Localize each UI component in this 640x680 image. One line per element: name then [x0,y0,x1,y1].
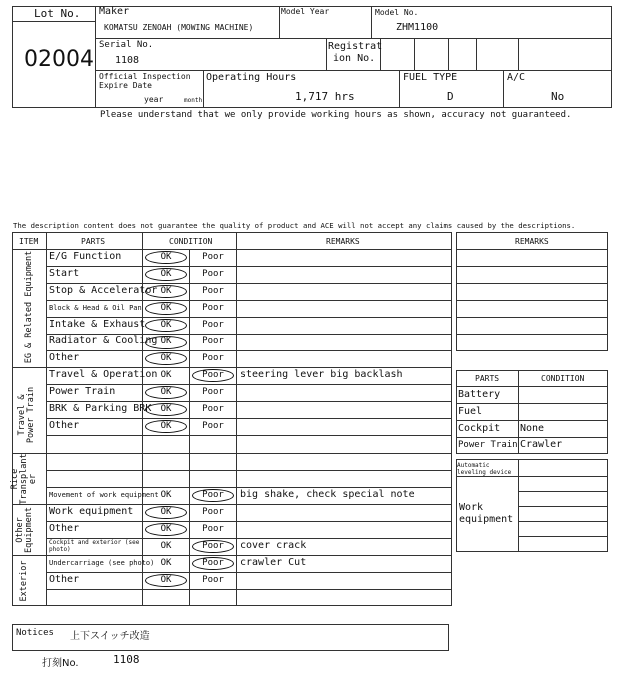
right-part-cockpit: Cockpit [458,423,501,434]
part-cell: Power Train [49,385,116,397]
condition-ok: OK [160,285,172,296]
condition-poor: Poor [202,319,224,330]
fuel-type-value: D [447,90,454,103]
col-remarks: REMARKS [326,237,360,246]
condition-poor: Poor [202,489,224,500]
ac-value: No [551,90,565,103]
group-label-rice-text: Rice Transplant er [10,453,38,505]
condition-ok: OK [160,420,172,431]
condition-poor: Poor [202,574,224,585]
operating-hours-value: 1,717 hrs [295,90,355,103]
group-label-travel [18,385,38,445]
condition-poor: Poor [202,540,224,551]
auto-leveling-label: Automatic leveling device [457,462,512,476]
maker-label: Maker [99,6,130,17]
condition-ok: OK [160,540,172,551]
maker-value: KOMATSU ZENOAH (MOWING MACHINE) [104,23,254,32]
year-label: year [144,95,164,104]
condition-circle [192,557,234,570]
part-cell: Other [49,522,80,534]
stamp-value: 1108 [113,653,140,666]
right-condition-cockpit: None [520,423,545,434]
fuel-type-label: FUEL TYPE [403,72,458,83]
part-cell: Block & Head & Oil Pan [49,303,142,312]
inspection-label-2: Expire Date [99,81,152,90]
condition-poor: Poor [202,403,224,414]
condition-circle [145,285,187,298]
condition-circle [145,420,187,433]
condition-circle [145,506,187,519]
group-label-eg: EG & Related Equipment [24,250,34,364]
group-label-other-equipment-text: Other Equipment [15,506,34,554]
group-label-exterior: Exterior [19,560,29,602]
lot-no-label: Lot No. [34,7,81,20]
condition-ok: OK [160,403,172,414]
group-label-other-equipment [16,505,36,555]
col-condition: CONDITION [169,237,213,246]
right-parts-header: PARTS [475,374,500,383]
part-cell: Intake & Exhaust [49,318,146,330]
condition-ok: OK [160,302,172,313]
part-cell: Other [49,573,80,585]
work-equipment-label-1: Work [459,502,484,513]
right-condition-power-train: Crawler [520,439,563,450]
part-cell: Travel & Operation [49,368,158,380]
part-cell: E/G Function [49,250,122,262]
right-part-power-train: Power Train [458,440,518,450]
remark-cell: big shake, check special note [240,488,415,500]
col-item: ITEM [19,237,39,246]
condition-circle [145,523,187,536]
model-no-label: Model No. [375,8,419,17]
part-cell: Other [49,351,80,363]
notices-text: 上下スイッチ改造 [70,631,150,642]
condition-poor: Poor [202,420,224,431]
stamp-label: 打刻No. [42,658,79,669]
condition-circle [145,319,187,332]
group-label-rice [10,449,38,509]
model-no-value: ZHM1100 [396,22,439,33]
condition-circle [145,302,187,315]
disclaimer: The description content does not guarantee the quality of product and ACE will not accept any claims caused by the descriptions. [13,221,576,230]
serial-no-value: 1108 [115,55,140,66]
right-remarks-header: REMARKS [515,237,549,246]
registration-label-1: Registrat [328,41,383,52]
notices-label: Notices [16,628,54,638]
part-cell: Work equipment [49,505,134,517]
condition-ok: OK [160,319,172,330]
condition-circle [145,403,187,416]
condition-circle [145,352,187,365]
condition-ok: OK [160,268,172,279]
serial-no-label: Serial No. [99,40,154,50]
condition-poor: Poor [202,523,224,534]
right-part-fuel: Fuel [458,406,483,417]
col-parts: PARTS [81,237,106,246]
condition-ok: OK [160,574,172,585]
right-condition-header: CONDITION [541,374,585,383]
condition-ok: OK [160,386,172,397]
condition-ok: OK [160,336,172,346]
condition-poor: Poor [202,251,224,262]
condition-circle [145,386,187,399]
condition-ok: OK [160,352,172,363]
condition-circle [145,251,187,264]
condition-circle [192,489,234,502]
condition-poor: Poor [202,506,224,517]
lot-no: 02004 [24,47,94,72]
right-part-battery: Battery [458,389,501,400]
remark-cell: cover crack [240,539,307,551]
part-cell: Start [49,267,80,279]
condition-ok: OK [160,369,172,380]
part-cell: Undercarriage (see photo) [49,558,155,567]
condition-poor: Poor [202,285,224,296]
work-equipment-label-2: equipment [459,514,514,525]
condition-poor: Poor [202,352,224,363]
condition-circle [145,268,187,281]
part-cell: BRK & Parking BRK [49,402,152,414]
condition-ok: OK [160,251,172,262]
part-cell: Other [49,419,80,431]
condition-poor: Poor [202,302,224,313]
operating-hours-label: Operating Hours [206,72,297,83]
month-label: month [184,97,203,104]
condition-circle [145,574,187,587]
condition-circle [145,336,187,349]
registration-label-2: ion No. [333,53,376,64]
condition-poor: Poor [202,268,224,279]
condition-poor: Poor [202,336,224,346]
hours-note: Please understand that we only provide working hours as shown, accuracy not guaranteed. [100,110,572,120]
inspection-label-1: Official Inspection [99,72,191,81]
model-year-label: Model Year [281,7,330,16]
ac-label: A/C [507,72,526,83]
condition-poor: Poor [202,386,224,397]
remark-cell: steering lever big backlash [240,368,403,380]
condition-ok: OK [160,506,172,517]
condition-poor: Poor [202,369,224,380]
group-label-travel-text: Travel & Power Train [17,386,36,444]
condition-circle [192,540,234,553]
part-cell: Radiator & Cooling [49,335,158,346]
condition-poor: Poor [202,557,224,568]
part-cell: Stop & Accelerator [49,284,158,296]
remark-cell: crawler Cut [240,556,307,568]
condition-ok: OK [160,557,172,568]
part-cell: Cockpit and exterior (see photo) [49,539,140,553]
part-cell: Movement of work equipment [49,490,159,499]
condition-circle [192,369,234,382]
condition-ok: OK [160,489,172,500]
condition-ok: OK [160,523,172,534]
